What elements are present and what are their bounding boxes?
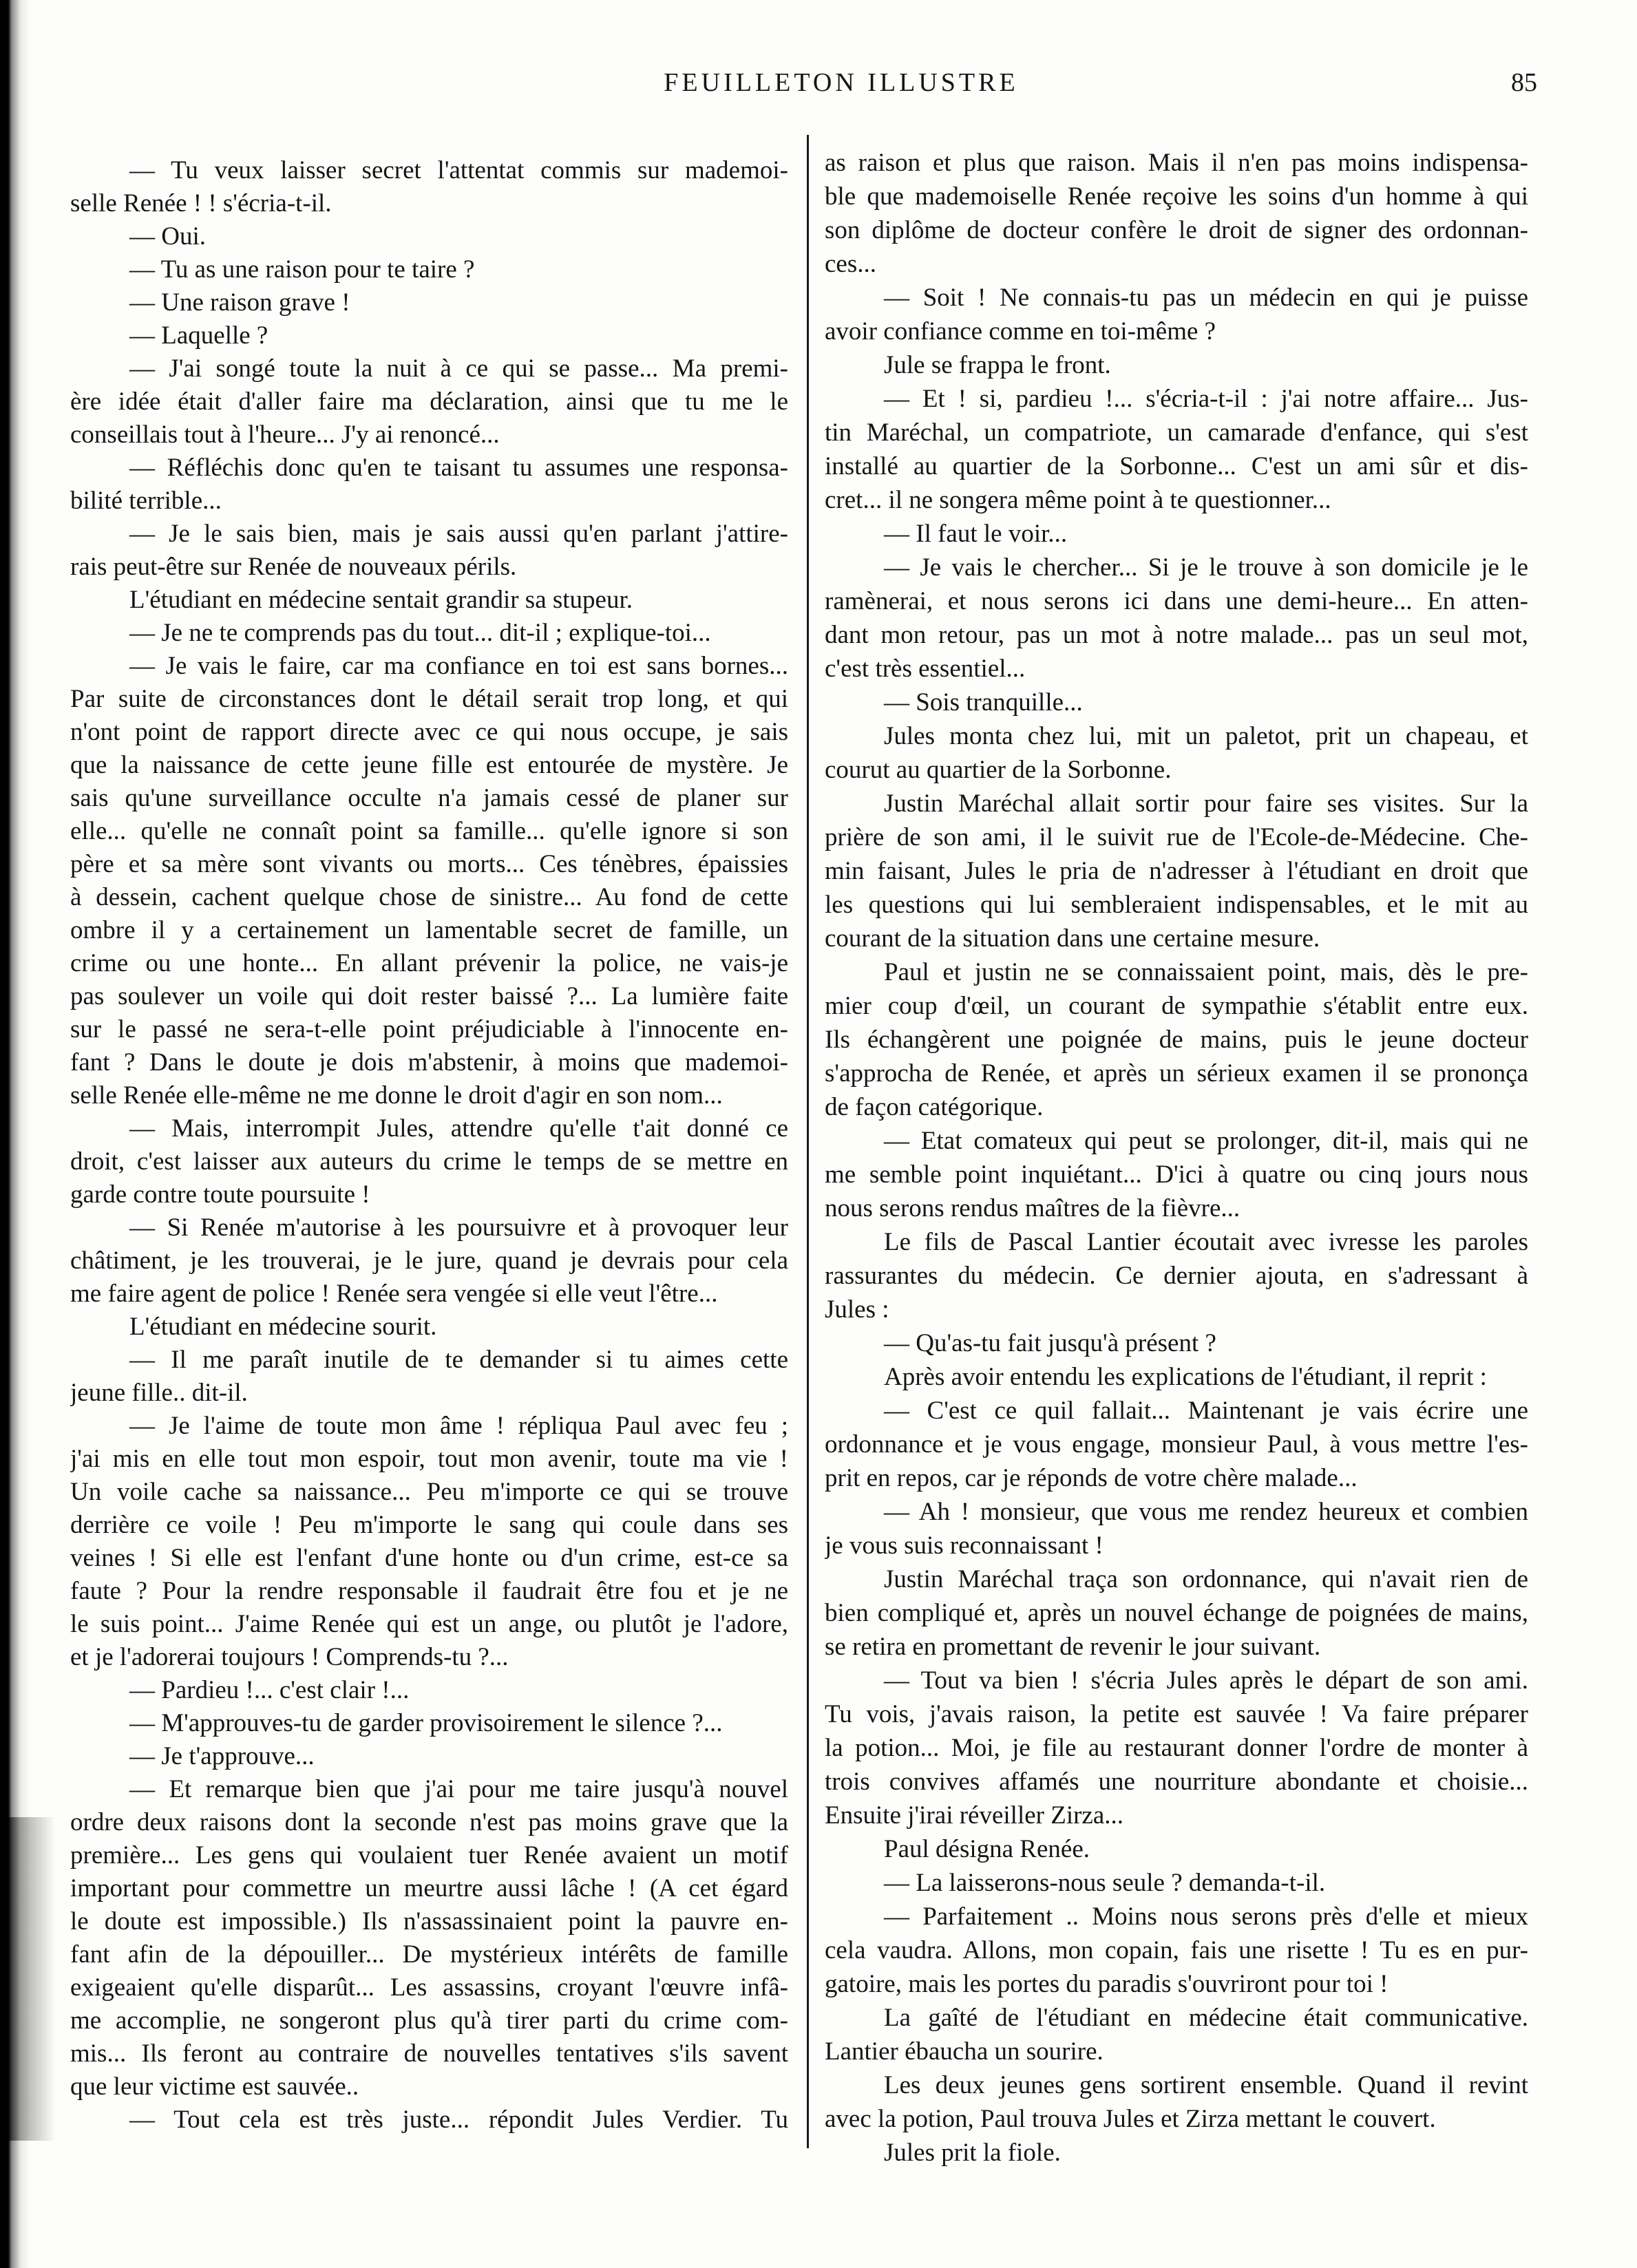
text-line: cret... il ne songera même point à te questionner... xyxy=(825,486,1331,514)
text-line: — C'est ce quil fallait... Maintenant je vais écrire une xyxy=(884,1397,1528,1425)
text-line: gatoire, mais les portes du paradis s'ouvriront pour toi ! xyxy=(825,1970,1388,1998)
paragraph xyxy=(825,1225,1528,1326)
text-line: — Qu'as-tu fait jusqu'à présent ? xyxy=(884,1329,1216,1357)
text-line: — Tout va bien ! s'écria Jules après le départ de son ami. xyxy=(884,1666,1528,1695)
text-line: — Laquelle ? xyxy=(129,321,268,350)
paragraph xyxy=(70,617,788,650)
text-line: sur le passé ne sera-t-elle point préjudiciable à l'innocente en- xyxy=(70,1015,788,1043)
text-line: — Oui. xyxy=(129,222,206,251)
text-line: selle Renée elle-même ne me donne le droit d'agir en son nom... xyxy=(70,1081,723,1110)
text-line: châtiment, je les trouverai, je le jure, quand je devrais pour cela xyxy=(70,1247,788,1275)
text-line: L'étudiant en médecine sentait grandir sa stupeur. xyxy=(129,586,633,614)
paragraph xyxy=(70,1311,788,1344)
paragraph xyxy=(825,686,1528,719)
text-line: elle... qu'elle ne connaît point sa famille... qu'elle ignore si son xyxy=(70,817,788,845)
text-line: me faire agent de police ! Renée sera vengée si elle veut l'être... xyxy=(70,1280,718,1308)
paragraph xyxy=(825,2068,1528,2136)
text-line: — Mais, interrompit Jules, attendre qu'elle t'ait donné ce xyxy=(129,1114,788,1143)
paragraph xyxy=(70,220,788,253)
paragraph xyxy=(70,1344,788,1410)
text-line: crime ou une honte... En allant prévenir la police, ne vais-je xyxy=(70,949,788,977)
text-line: trois convives affamés une nourriture abondante et choisie... xyxy=(825,1768,1528,1796)
text-line: — Tu veux laisser secret l'attentat commis sur mademoi- xyxy=(129,156,788,184)
text-line: — M'approuves-tu de garder provisoirement le silence ?... xyxy=(129,1709,723,1737)
text-line: mier coup d'œil, un courant de sympathie s'établit entre eux. xyxy=(825,992,1528,1020)
text-line: conseillais tout à l'heure... J'y ai renoncé... xyxy=(70,421,500,449)
page-number: 85 xyxy=(1511,68,1537,97)
text-line: — Soit ! Ne connais-tu pas un médecin en qui je puisse xyxy=(884,284,1528,312)
text-line: — Parfaitement .. Moins nous serons près d'elle et mieux xyxy=(884,1903,1528,1931)
paragraph xyxy=(825,146,1528,281)
paragraph xyxy=(70,1707,788,1740)
text-line: père et sa mère sont vivants ou morts... Ces ténèbres, épaissies xyxy=(70,850,788,878)
text-line: sais qu'une surveillance occulte n'a jamais cessé de planer sur xyxy=(70,784,788,812)
text-line: — Il faut le voir... xyxy=(884,520,1068,548)
text-line: de façon catégorique. xyxy=(825,1093,1044,1121)
text-line: n'ont point de rapport directe avec ce qui nous occupe, je sais xyxy=(70,718,788,746)
text-line: ramènerai, et nous serons ici dans une demi-heure... En atten- xyxy=(825,587,1528,615)
paragraph xyxy=(70,319,788,352)
text-line: ces... xyxy=(825,250,876,278)
text-line: — Je t'approuve... xyxy=(129,1742,315,1770)
paragraph xyxy=(825,551,1528,686)
text-line: Lantier ébaucha un sourire. xyxy=(825,2037,1103,2066)
text-line: — Je vais le faire, car ma confiance en toi est sans bornes... xyxy=(129,652,788,680)
text-line: veines ! Si elle est l'enfant d'une honte ou d'un crime, est-ce sa xyxy=(70,1544,788,1572)
text-line: — Réfléchis donc qu'en te taisant tu assumes une responsa- xyxy=(129,454,788,482)
text-line: s'approcha de Renée, et après un sérieux examen il se prononça xyxy=(825,1059,1528,1088)
text-line: nous serons rendus maîtres de la fièvre... xyxy=(825,1194,1240,1222)
text-line: L'étudiant en médecine sourit. xyxy=(129,1313,437,1341)
binding-shadow-lower xyxy=(0,1817,69,2141)
text-line: rais peut-être sur Renée de nouveaux périls. xyxy=(70,553,517,581)
text-line: Jules monta chez lui, mit un paletot, prit un chapeau, et xyxy=(884,722,1528,750)
text-line: prière de son ami, il le suivit rue de l'Ecole-de-Médecine. Che- xyxy=(825,823,1528,851)
text-line: la potion... Moi, je file au restaurant donner l'ordre de monter à xyxy=(825,1734,1528,1762)
text-line: garde contre toute poursuite ! xyxy=(70,1180,370,1209)
paragraph xyxy=(70,1211,788,1311)
text-line: le suis point... J'aime Renée qui est un ange, ou plutôt je l'adore, xyxy=(70,1610,788,1638)
text-line: ordonnance et je vous engage, monsieur Paul, à vous mettre l'es- xyxy=(825,1430,1528,1459)
text-line: rassurantes du médecin. Ce dernier ajouta, en s'adressant à xyxy=(825,1262,1528,1290)
text-line: le doute est impossible.) Ils n'assassinaient point la pauvre en- xyxy=(70,1907,788,1936)
text-line: Jules : xyxy=(825,1295,889,1324)
text-line: à dessein, cachent quelque chose de sinistre... Au fond de cette xyxy=(70,883,788,911)
paragraph xyxy=(825,1866,1528,1900)
text-line: Paul et justin ne se connaissaient point, mais, dès le pre- xyxy=(884,958,1528,986)
left-column xyxy=(70,154,788,2137)
text-line: Après avoir entendu les explications de l'étudiant, il reprit : xyxy=(884,1363,1487,1391)
text-line: cela vaudra. Allons, mon copain, fais une risette ! Tu es en pur- xyxy=(825,1936,1528,1964)
paragraph xyxy=(825,2136,1528,2170)
paragraph xyxy=(825,955,1528,1124)
text-line: me semble point inquiétant... D'ici à quatre ou cinq jours nous xyxy=(825,1161,1528,1189)
text-line: Justin Maréchal allait sortir pour faire ses visites. Sur la xyxy=(884,789,1528,818)
text-line: avoir confiance comme en toi-même ? xyxy=(825,317,1216,346)
text-line: — Je vais le chercher... Si je le trouve à son domicile je le xyxy=(884,553,1528,582)
text-line: je vous suis reconnaissant ! xyxy=(825,1532,1103,1560)
text-line: — Il me paraît inutile de te demander si tu aimes cette xyxy=(129,1346,788,1374)
text-line: son diplôme de docteur confère le droit de signer des ordonnan- xyxy=(825,216,1528,244)
text-line: ble que mademoiselle Renée reçoive les soins d'un homme à qui xyxy=(825,182,1528,211)
text-line: — Une raison grave ! xyxy=(129,288,350,317)
text-line: Par suite de circonstances dont le détail serait trop long, et qui xyxy=(70,685,788,713)
text-line: — J'ai songé toute la nuit à ce qui se passe... Ma premi- xyxy=(129,354,788,383)
paragraph xyxy=(70,1410,788,1674)
paragraph xyxy=(825,382,1528,517)
paragraph xyxy=(825,1124,1528,1225)
text-line: que la naissance de cette jeune fille est entourée de mystère. Je xyxy=(70,751,788,779)
text-line: fant afin de la dépouiller... De mystérieux intérêts de famille xyxy=(70,1940,788,1969)
text-line: — Si Renée m'autorise à les poursuivre et à provoquer leur xyxy=(129,1214,788,1242)
paragraph xyxy=(825,1664,1528,1832)
paragraph xyxy=(825,1326,1528,1360)
text-line: Jule se frappa le front. xyxy=(884,351,1111,379)
paragraph xyxy=(70,253,788,286)
text-line: ère idée était d'aller faire ma déclaration, ainsi que tu me le xyxy=(70,388,788,416)
text-line: Un voile cache sa naissance... Peu m'importe ce qui se trouve xyxy=(70,1478,788,1506)
paragraph xyxy=(825,1562,1528,1664)
paragraph xyxy=(70,584,788,617)
text-line: — Tu as une raison pour te taire ? xyxy=(129,255,475,284)
text-line: — Et remarque bien que j'ai pour me taire jusqu'à nouvel xyxy=(129,1775,788,1803)
text-line: as raison et plus que raison. Mais il n'en pas moins indispensa- xyxy=(825,149,1528,177)
paragraph xyxy=(825,2001,1528,2068)
text-line: droit, c'est laisser aux auteurs du crime le temps de se mettre en xyxy=(70,1147,788,1176)
text-line: dant mon retour, pas un mot à notre malade... pas un seul mot, xyxy=(825,621,1528,649)
text-line: — Sois tranquille... xyxy=(884,688,1083,717)
text-line: — Pardieu !... c'est clair !... xyxy=(129,1676,410,1704)
text-line: installé au quartier de la Sorbonne... C'est un ami sûr et dis- xyxy=(825,452,1528,480)
text-line: Tu vois, j'avais raison, la petite est sauvée ! Va faire préparer xyxy=(825,1700,1528,1728)
text-line: selle Renée ! ! s'écria-t-il. xyxy=(70,189,332,218)
paragraph xyxy=(70,1112,788,1211)
text-line: mis... Ils feront au contraire de nouvelles tentatives s'ils savent xyxy=(70,2039,788,2068)
paragraph xyxy=(825,1360,1528,1394)
text-line: c'est très essentiel... xyxy=(825,655,1026,683)
text-line: — Tout cela est très juste... répondit Jules Verdier. Tu xyxy=(129,2106,788,2134)
paragraph xyxy=(70,1740,788,1773)
text-line: Paul désigna Renée. xyxy=(884,1835,1090,1863)
paragraph xyxy=(70,286,788,319)
text-line: faute ? Pour la rendre responsable il faudrait être fou et je ne xyxy=(70,1577,788,1605)
text-line: derrière ce voile ! Peu m'importe le sang qui coule dans ses xyxy=(70,1511,788,1539)
text-line: et je l'adorerai toujours ! Comprends-tu ?... xyxy=(70,1643,509,1671)
text-line: ordre deux raisons dont la seconde n'est pas moins grave que la xyxy=(70,1808,788,1836)
text-line: important pour commettre un meurtre aussi lâche ! (A cet égard xyxy=(70,1874,788,1903)
text-line: La gaîté de l'étudiant en médecine était communicative. xyxy=(884,2004,1528,2032)
text-line: que leur victime est sauvée.. xyxy=(70,2073,359,2101)
text-line: — Je ne te comprends pas du tout... dit-il ; explique-toi... xyxy=(129,619,711,647)
paragraph xyxy=(70,650,788,1112)
text-line: — Et ! si, pardieu !... s'écria-t-il : j'ai notre affaire... Jus- xyxy=(884,385,1528,413)
text-line: Jules prit la fiole. xyxy=(884,2139,1061,2167)
text-line: se retira en promettant de revenir le jour suivant. xyxy=(825,1633,1321,1661)
text-line: me accomplie, ne songeront plus qu'à tirer parti du crime com- xyxy=(70,2006,788,2035)
paragraph xyxy=(70,1674,788,1707)
text-line: bilité terrible... xyxy=(70,487,222,515)
paragraph xyxy=(70,452,788,518)
text-line: j'ai mis en elle tout mon espoir, tout mon avenir, toute ma vie ! xyxy=(70,1445,788,1473)
text-line: les questions qui lui sembleraient indispensables, et le mit au xyxy=(825,891,1528,919)
text-line: courut au quartier de la Sorbonne. xyxy=(825,756,1172,784)
text-line: première... Les gens qui voulaient tuer Renée avaient un motif xyxy=(70,1841,788,1869)
text-line: tin Maréchal, un compatriote, un camarade d'enfance, qui s'est xyxy=(825,418,1528,447)
paragraph xyxy=(825,719,1528,787)
paragraph xyxy=(70,1773,788,2103)
text-line: min faisant, Jules le pria de n'adresser à l'étudiant en droit que xyxy=(825,857,1528,885)
text-line: jeune fille.. dit-il. xyxy=(70,1379,248,1407)
paragraph xyxy=(825,281,1528,348)
paragraph xyxy=(825,787,1528,955)
running-header-title: FEUILLETON ILLUSTRE xyxy=(664,68,1019,97)
paragraph xyxy=(70,518,788,584)
text-line: — Je l'aime de toute mon âme ! répliqua Paul avec feu ; xyxy=(129,1412,788,1440)
text-line: avec la potion, Paul trouva Jules et Zirza mettant le couvert. xyxy=(825,2105,1436,2133)
paragraph xyxy=(825,517,1528,551)
paragraph xyxy=(825,1832,1528,1866)
paragraph xyxy=(70,2103,788,2137)
column-divider xyxy=(807,135,809,2148)
text-line: bien compliqué et, après un nouvel échange de poignées de mains, xyxy=(825,1599,1528,1627)
paragraph xyxy=(825,1394,1528,1495)
paragraph xyxy=(825,348,1528,382)
text-line: Ensuite j'irai réveiller Zirza... xyxy=(825,1801,1124,1830)
text-line: pas soulever un voile qui doit rester baissé ?... La lumière faite xyxy=(70,982,788,1010)
text-line: — Ah ! monsieur, que vous me rendez heureux et combien xyxy=(884,1498,1528,1526)
text-line: Le fils de Pascal Lantier écoutait avec ivresse les paroles xyxy=(884,1228,1528,1256)
text-line: fant ? Dans le doute je dois m'abstenir, à moins que mademoi- xyxy=(70,1048,788,1077)
text-line: — La laisserons-nous seule ? demanda-t-il. xyxy=(884,1869,1326,1897)
text-line: Ils échangèrent une poignée de mains, puis le jeune docteur xyxy=(825,1026,1528,1054)
paragraph xyxy=(825,1900,1528,2001)
paragraph xyxy=(70,154,788,220)
text-line: Les deux jeunes gens sortirent ensemble. Quand il revint xyxy=(884,2071,1528,2099)
text-line: — Je le sais bien, mais je sais aussi qu'en parlant j'attire- xyxy=(129,520,788,548)
paragraph xyxy=(825,1495,1528,1562)
right-column xyxy=(825,146,1528,2170)
paragraph xyxy=(70,352,788,452)
text-line: courant de la situation dans une certaine mesure. xyxy=(825,924,1320,953)
text-line: ombre il y a certainement un lamentable secret de famille, un xyxy=(70,916,788,944)
text-line: prit en repos, car je réponds de votre chère malade... xyxy=(825,1464,1358,1492)
text-line: Justin Maréchal traça son ordonnance, qui n'avait rien de xyxy=(884,1565,1528,1593)
text-line: exigeaient qu'elle disparût... Les assassins, croyant l'œuvre infâ- xyxy=(70,1973,788,2002)
text-line: — Etat comateux qui peut se prolonger, dit-il, mais qui ne xyxy=(884,1127,1528,1155)
